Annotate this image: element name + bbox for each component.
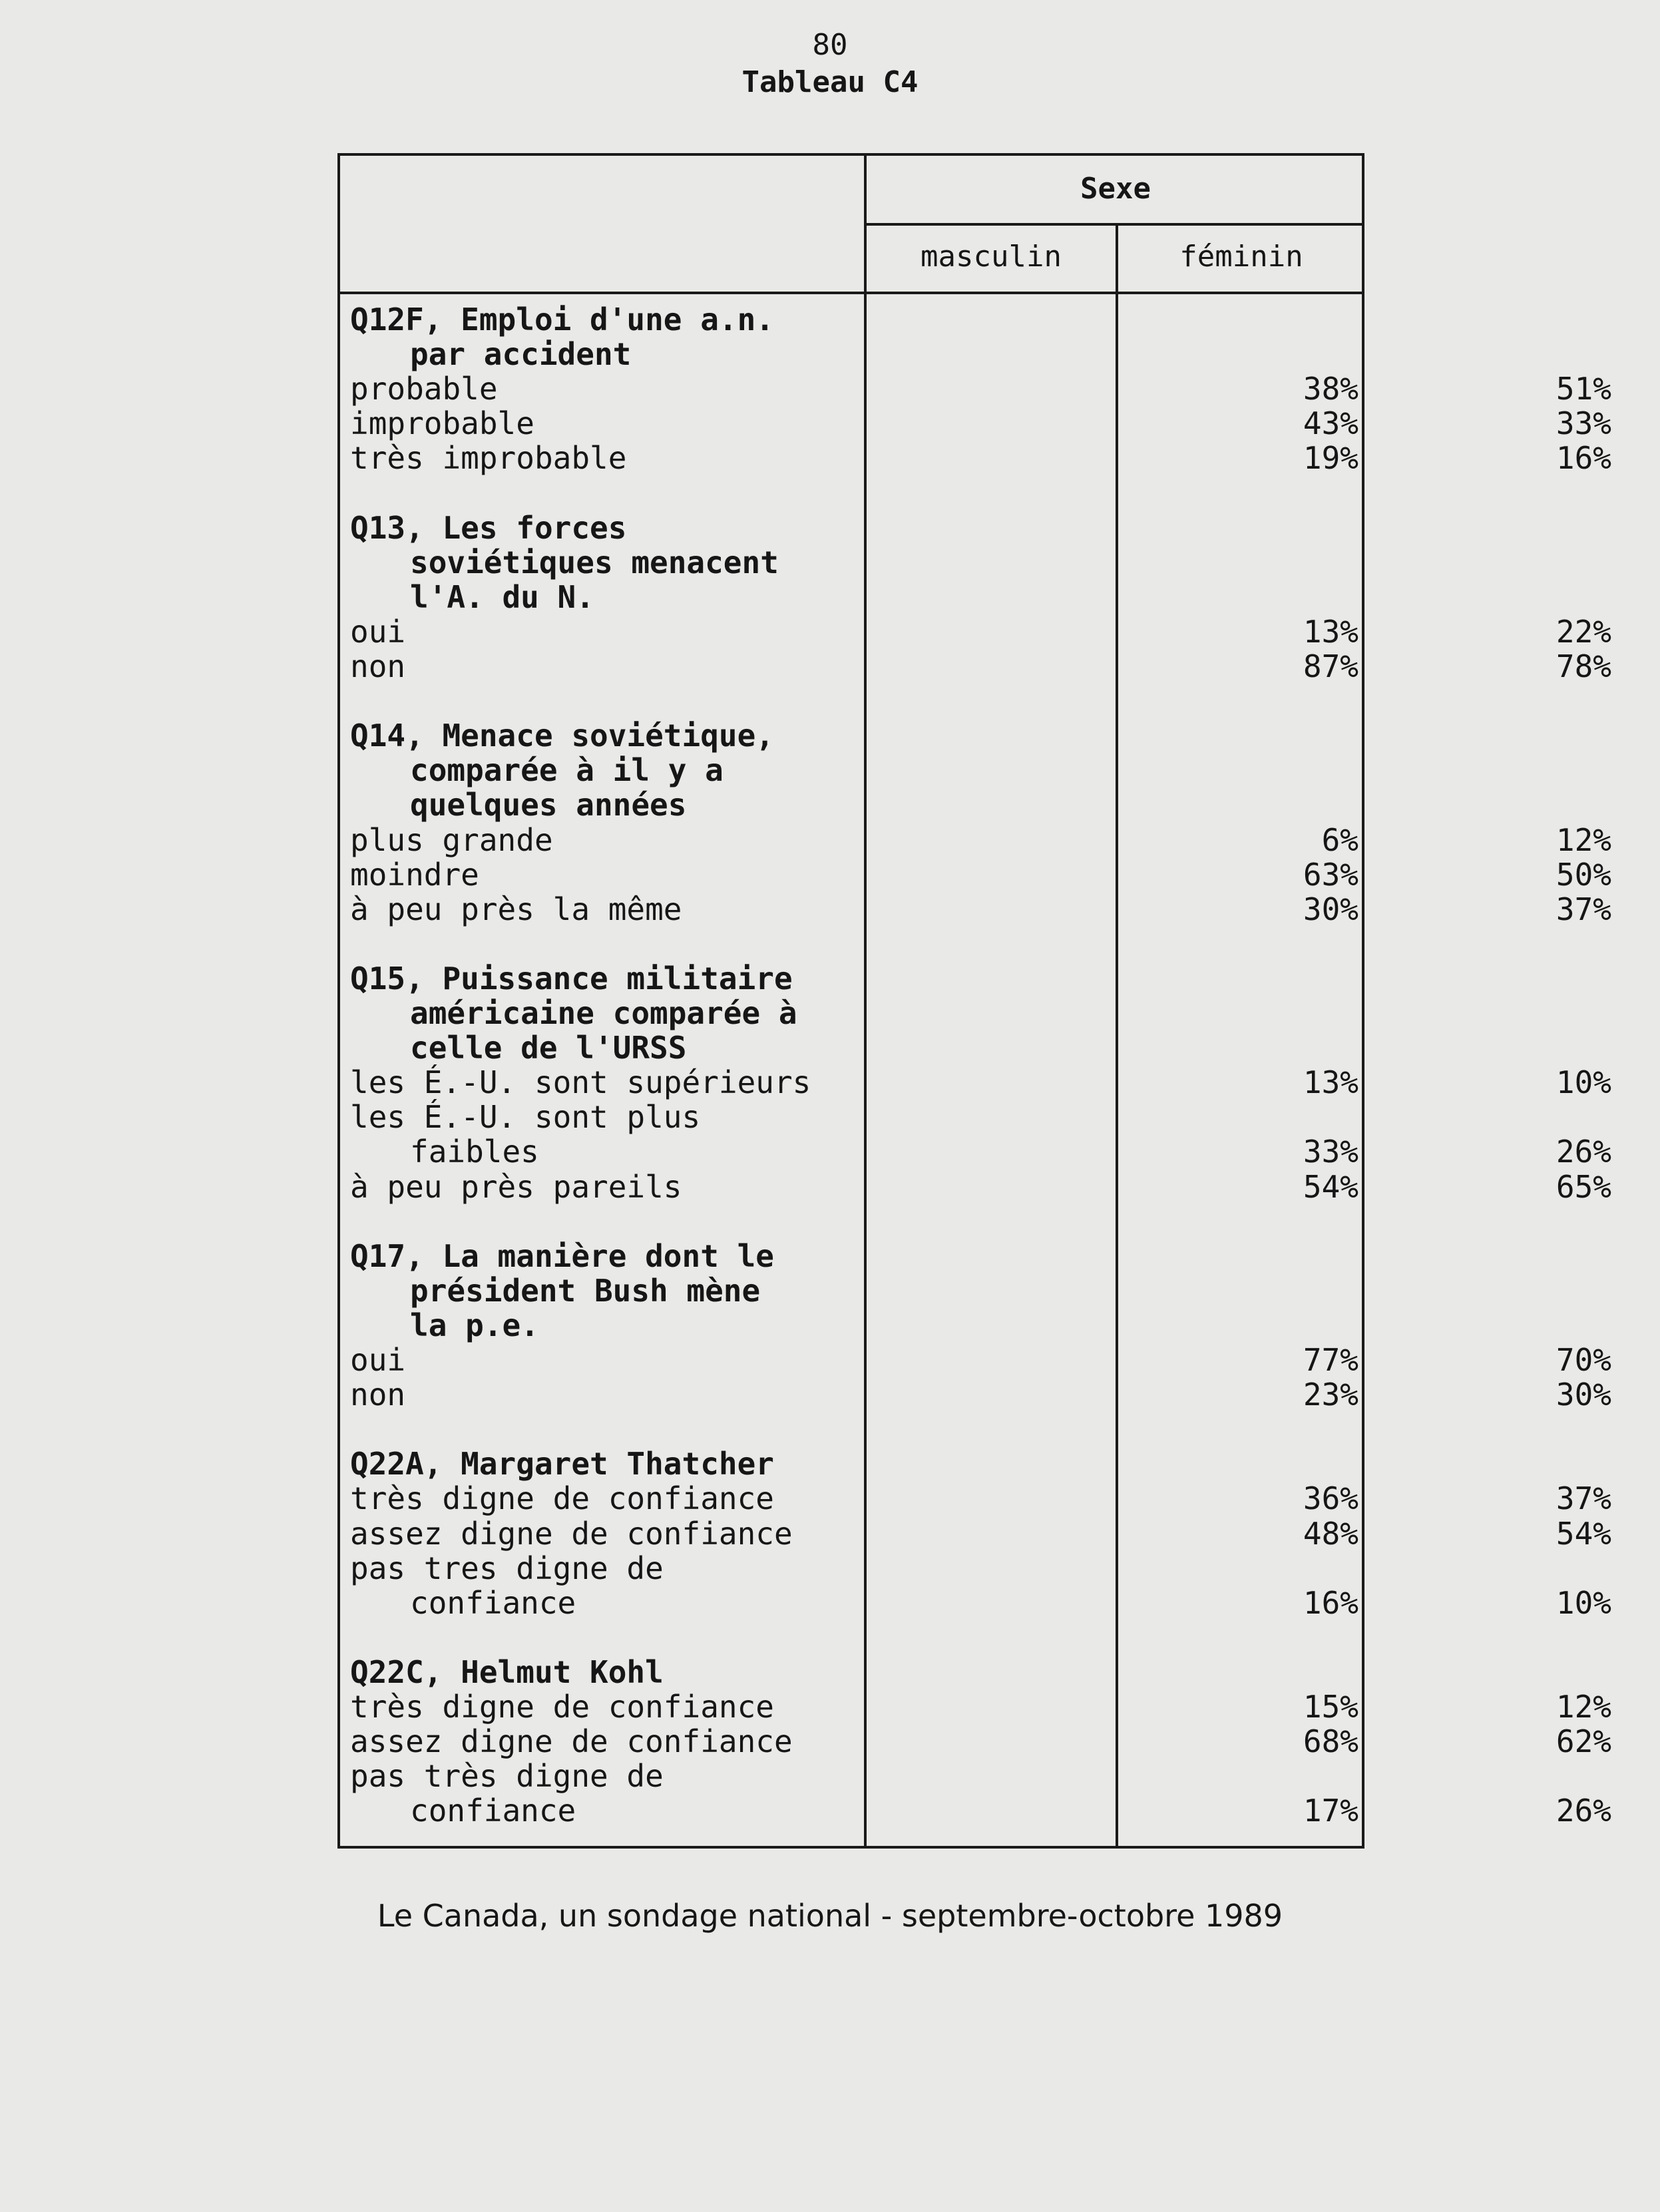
value-masculin: 23% — [1303, 1377, 1358, 1413]
answer-label: assez digne de confiance — [350, 1515, 793, 1552]
question-line — [340, 996, 1364, 1030]
question-text: la p.e. — [410, 1307, 539, 1343]
value-masculin: 43% — [1303, 405, 1358, 442]
answer-row — [340, 1515, 1611, 1552]
value-masculin: 30% — [1303, 891, 1358, 927]
answer-row — [340, 613, 1611, 650]
answer-label: à peu près la même — [350, 891, 682, 927]
answer-label: très digne de confiance — [350, 1689, 774, 1725]
question-text: président Bush mène — [410, 1272, 761, 1309]
value-feminin: 12% — [1556, 821, 1611, 858]
answer-row — [340, 1551, 1364, 1586]
answer-label: confiance — [410, 1793, 576, 1829]
answer-row — [340, 1064, 1611, 1101]
answer-label: plus grande — [350, 821, 553, 858]
value-masculin: 54% — [1303, 1168, 1358, 1205]
answer-row — [340, 891, 1611, 927]
value-feminin: 22% — [1556, 613, 1611, 650]
answer-label: très digne de confiance — [350, 1480, 774, 1517]
question-line — [340, 1030, 1364, 1065]
answer-row — [340, 1168, 1611, 1205]
question-line — [340, 1273, 1364, 1308]
answer-label: non — [350, 1377, 406, 1413]
spacer-row — [340, 1412, 1364, 1446]
answer-label: oui — [350, 613, 406, 650]
value-feminin: 70% — [1556, 1342, 1611, 1378]
value-masculin: 33% — [1303, 1134, 1358, 1170]
answer-row — [340, 648, 1611, 684]
spacer-row — [340, 1620, 1364, 1655]
header-sexe: Sexe — [1080, 172, 1151, 206]
answer-label: confiance — [410, 1584, 576, 1621]
question-line — [340, 961, 1364, 996]
value-feminin: 65% — [1556, 1168, 1611, 1205]
answer-row — [340, 1759, 1364, 1793]
answer-row — [340, 1377, 1611, 1413]
value-feminin: 26% — [1556, 1134, 1611, 1170]
value-feminin: 62% — [1556, 1723, 1611, 1760]
answer-label: pas tres digne de — [350, 1550, 664, 1586]
answer-row — [340, 1584, 1611, 1621]
source-footer: Le Canada, un sondage national - septembre-octobre 1989 — [377, 1898, 1283, 1934]
question-line — [340, 787, 1364, 822]
value-masculin: 6% — [1321, 821, 1358, 858]
results-table — [337, 153, 1611, 1849]
header-masculin: masculin — [921, 240, 1062, 274]
value-masculin: 19% — [1303, 440, 1358, 477]
value-masculin: 36% — [1303, 1480, 1358, 1517]
spacer-row — [340, 927, 1364, 961]
question-text: l'A. du N. — [410, 578, 594, 615]
spacer-row — [340, 684, 1364, 718]
answer-row — [340, 1342, 1611, 1378]
answer-label: moindre — [350, 856, 479, 893]
answer-label: pas très digne de — [350, 1758, 664, 1795]
question-text: comparée à il y a — [410, 752, 724, 789]
value-masculin: 13% — [1303, 613, 1358, 650]
question-text: Q17, La manière dont le — [350, 1237, 774, 1274]
answer-row — [340, 1723, 1611, 1760]
question-text: Q13, Les forces — [350, 509, 627, 546]
question-line — [340, 580, 1364, 614]
answer-row — [340, 405, 1611, 442]
value-feminin: 37% — [1556, 891, 1611, 927]
question-line — [340, 1655, 1364, 1689]
value-feminin: 12% — [1556, 1689, 1611, 1725]
value-masculin: 48% — [1303, 1515, 1358, 1552]
question-line — [340, 1446, 1364, 1481]
value-masculin: 87% — [1303, 648, 1358, 684]
value-feminin: 50% — [1556, 856, 1611, 893]
answer-label: oui — [350, 1342, 406, 1378]
answer-row — [340, 371, 1611, 407]
value-feminin: 33% — [1556, 405, 1611, 442]
value-feminin: 10% — [1556, 1064, 1611, 1101]
question-text: celle de l'URSS — [410, 1030, 687, 1066]
answer-label: les É.-U. sont supérieurs — [350, 1064, 811, 1101]
answer-label: assez digne de confiance — [350, 1723, 793, 1760]
question-line — [340, 511, 1364, 545]
value-feminin: 51% — [1556, 371, 1611, 407]
question-line — [340, 302, 1364, 337]
value-masculin: 63% — [1303, 856, 1358, 893]
question-text: Q12F, Emploi d'une a.n. — [350, 302, 774, 337]
header-divider — [864, 223, 1364, 226]
answer-label: les É.-U. sont plus — [350, 1099, 701, 1136]
spacer-row — [340, 476, 1364, 511]
value-masculin: 15% — [1303, 1689, 1358, 1725]
value-masculin: 16% — [1303, 1584, 1358, 1621]
value-feminin: 16% — [1556, 440, 1611, 477]
answer-label: improbable — [350, 405, 534, 442]
question-text: soviétiques menacent — [410, 544, 779, 580]
answer-row — [340, 821, 1611, 858]
answer-row — [340, 440, 1611, 477]
value-masculin: 13% — [1303, 1064, 1358, 1101]
value-feminin: 54% — [1556, 1515, 1611, 1552]
value-feminin: 10% — [1556, 1584, 1611, 1621]
answer-row — [340, 1480, 1611, 1517]
question-text: quelques années — [410, 787, 687, 823]
question-text: Q15, Puissance militaire — [350, 960, 793, 996]
answer-row — [340, 856, 1611, 893]
value-feminin: 78% — [1556, 648, 1611, 684]
value-feminin: 26% — [1556, 1793, 1611, 1829]
value-masculin: 38% — [1303, 371, 1358, 407]
question-line — [340, 753, 1364, 787]
value-feminin: 37% — [1556, 1480, 1611, 1517]
answer-label: à peu près pareils — [350, 1168, 682, 1205]
question-line — [340, 718, 1364, 753]
value-masculin: 17% — [1303, 1793, 1358, 1829]
answer-row — [340, 1689, 1611, 1725]
value-masculin: 77% — [1303, 1342, 1358, 1378]
page-number: 80 — [812, 28, 848, 62]
value-masculin: 68% — [1303, 1723, 1358, 1760]
question-line — [340, 337, 1364, 371]
question-text: Q22A, Margaret Thatcher — [350, 1446, 774, 1482]
header-feminin: féminin — [1179, 240, 1303, 274]
spacer-row — [340, 1204, 1364, 1239]
answer-row — [340, 1100, 1364, 1134]
question-text: américaine comparée à — [410, 995, 797, 1031]
answer-label: faibles — [410, 1134, 539, 1170]
answer-label: très improbable — [350, 440, 627, 477]
question-line — [340, 1308, 1364, 1343]
answer-row — [340, 1793, 1611, 1829]
answer-row — [340, 1134, 1611, 1170]
question-text: par accident — [410, 336, 632, 373]
answer-label: probable — [350, 371, 498, 407]
question-line — [340, 1239, 1364, 1273]
table-title: Tableau C4 — [741, 65, 919, 99]
header-bottom-rule — [340, 292, 1364, 294]
answer-label: non — [350, 648, 406, 684]
question-line — [340, 545, 1364, 580]
question-text: Q22C, Helmut Kohl — [350, 1654, 664, 1690]
question-text: Q14, Menace soviétique, — [350, 718, 774, 754]
value-feminin: 30% — [1556, 1377, 1611, 1413]
